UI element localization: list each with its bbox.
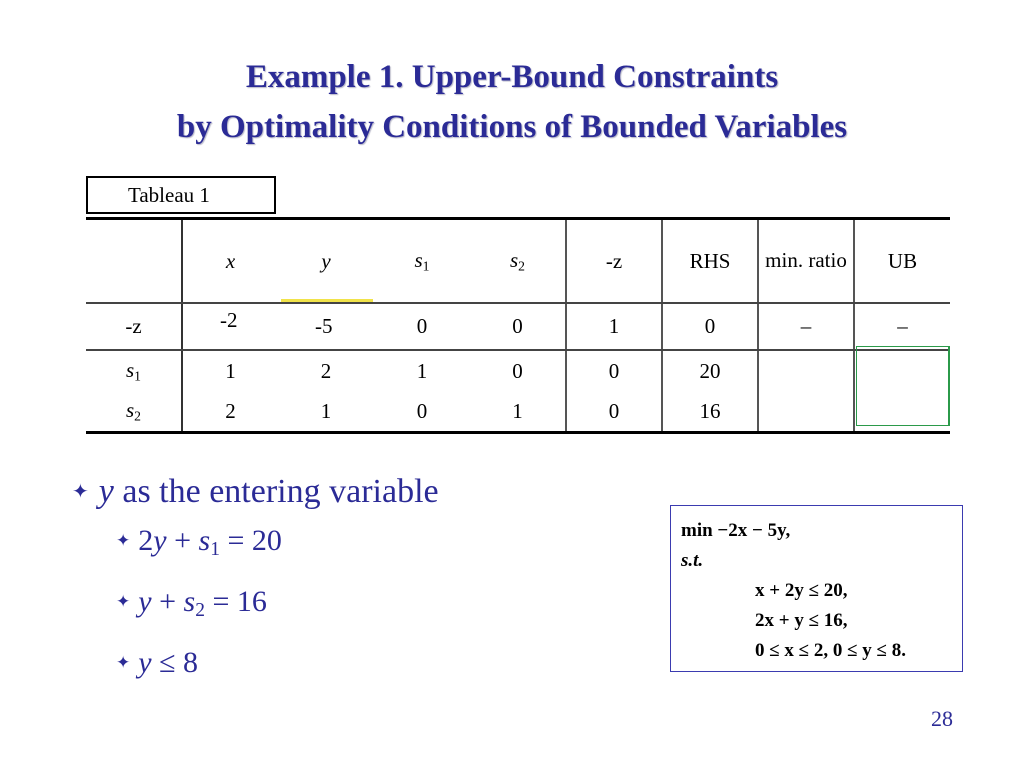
cell — [758, 391, 854, 433]
header-ub: UB — [854, 219, 950, 304]
cell: 1 — [182, 350, 278, 391]
header-corner — [86, 219, 182, 304]
ub-highlight-box — [856, 346, 950, 426]
header-s2: $s_2$ — [470, 219, 566, 304]
cell-neg-z-x: -2 — [220, 308, 238, 332]
four-pointed-star-icon: ✦ — [116, 591, 131, 612]
row-label-neg-z: -z — [86, 303, 182, 350]
row-label-s1: $s_1$ — [125, 357, 141, 384]
problem-bounds: 0 ≤ x ≤ 2, 0 ≤ y ≤ 8. — [755, 640, 906, 661]
cell: 1 — [566, 303, 662, 350]
cell: 2 — [182, 391, 278, 433]
header-neg-z: -z — [566, 219, 662, 304]
four-pointed-star-icon: ✦ — [116, 652, 131, 673]
cell: 0 — [566, 391, 662, 433]
problem-st: s.t. — [681, 550, 704, 571]
cell: 0 — [470, 303, 566, 350]
cell: 20 — [662, 350, 758, 391]
problem-constraint-1: x + 2y ≤ 20, — [755, 580, 848, 601]
bullet-eq-1: ✦ $2y + s_1 = 20$ — [116, 524, 282, 560]
header-x: x — [182, 219, 278, 304]
cell: 1 — [278, 391, 374, 433]
row-label-s2: $s_2$ — [86, 391, 182, 433]
cell: 1 — [416, 358, 428, 383]
four-pointed-star-icon: ✦ — [72, 479, 89, 503]
cell: 16 — [662, 391, 758, 433]
bullet-eq-3: ✦ y ≤ 8 — [116, 645, 199, 679]
header-y: y — [278, 219, 374, 304]
cell: 0 — [374, 391, 470, 433]
cell — [758, 350, 854, 391]
problem-statement-box — [670, 505, 963, 672]
simplex-tableau — [86, 217, 950, 434]
header-s1: $s_1$ — [374, 219, 470, 304]
title-line-2: by Optimality Conditions of Bounded Variables — [176, 109, 848, 145]
header-rhs: RHS — [662, 219, 758, 304]
bullet-entering-variable: ✦ y as the entering variable — [72, 473, 439, 510]
cell: 0 — [512, 358, 523, 383]
cell: 1 — [470, 391, 566, 433]
bullet-eq-2: ✦ $y + s_2 = 16$ — [116, 584, 267, 621]
header-min-ratio: min. ratio — [758, 219, 854, 304]
four-pointed-star-icon: ✦ — [116, 531, 131, 551]
tableau-header-row — [86, 219, 950, 304]
cell: 0 — [566, 350, 662, 391]
entering-highlight-marker — [281, 299, 373, 302]
table-row — [86, 391, 950, 433]
slide-title — [0, 52, 1024, 152]
cell: 2 — [320, 358, 332, 383]
cell-neg-z-y: -5 — [315, 314, 333, 338]
problem-constraint-2: 2x + y ≤ 16, — [755, 610, 848, 631]
title-line-1: Example 1. Upper-Bound Constraints — [245, 59, 779, 95]
cell: 0 — [662, 303, 758, 350]
table-row — [86, 303, 950, 350]
bullet-list — [72, 468, 439, 689]
cell: – — [854, 303, 950, 350]
tableau-caption: Tableau 1 — [86, 176, 276, 214]
problem-objective: min −2x − 5y, — [681, 520, 791, 541]
table-row — [86, 350, 950, 391]
cell: 0 — [374, 303, 470, 350]
cell: – — [758, 303, 854, 350]
page-number: 28 — [931, 706, 953, 731]
